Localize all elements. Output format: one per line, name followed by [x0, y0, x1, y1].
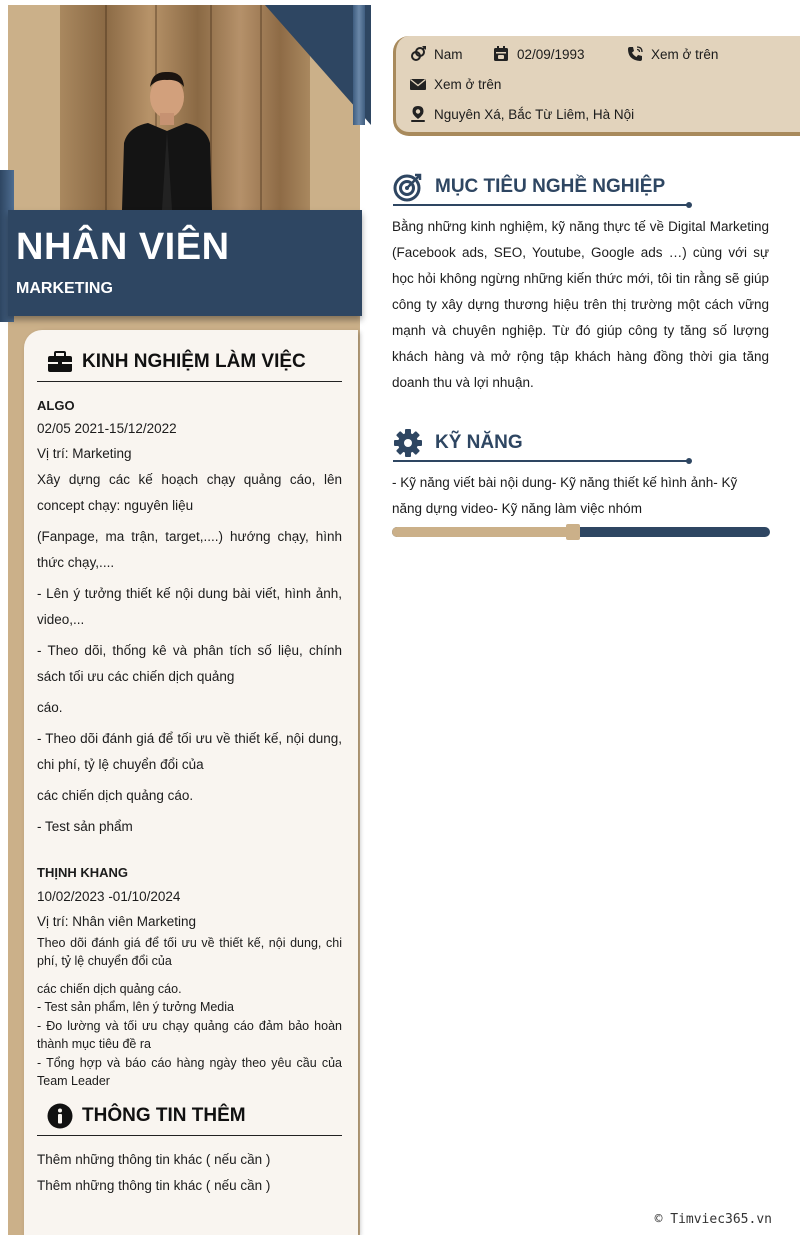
job-2-line: Theo dõi đánh giá để tối ưu về thiết kế, nội dung, chi phí, tỷ lệ chuyển đổi của	[37, 936, 342, 968]
additional-line: Thêm những thông tin khác ( nếu cần )	[37, 1152, 271, 1167]
calendar-icon	[493, 46, 509, 62]
job-1-period: 02/05 2021-15/12/2022	[37, 421, 177, 436]
location-pin-icon	[410, 106, 426, 122]
additional-title: THÔNG TIN THÊM	[82, 1104, 246, 1126]
briefcase-icon	[46, 348, 74, 376]
job-2-company: THỊNH KHANG	[37, 865, 128, 880]
info-icon	[46, 1102, 74, 1130]
job-2-period: 10/02/2023 -01/10/2024	[37, 889, 181, 904]
job-1-position: Vị trí: Marketing	[37, 446, 132, 461]
job-1-line: Xây dựng các kế hoạch chạy quảng cáo, lên concept chạy: nguyên liệu	[37, 472, 342, 513]
experience-section-header	[37, 342, 342, 382]
birthday-value: 02/09/1993	[517, 46, 585, 62]
gear-icon	[393, 428, 423, 458]
envelope-icon	[410, 76, 426, 92]
target-icon	[393, 172, 423, 202]
job-1-line: - Theo dõi đánh giá để tối ưu về thiết kế, nội dung, chi phí, tỷ lệ chuyển đổi của	[37, 731, 342, 772]
address-item	[410, 106, 634, 122]
job-1-line: - Test sản phẩm	[37, 819, 133, 834]
phone-icon	[627, 46, 643, 62]
job-2-line: - Đo lường và tối ưu chạy quảng cáo đảm bảo hoàn thành mục tiêu đề ra	[37, 1019, 342, 1051]
objective-section-header	[393, 172, 665, 202]
name-banner	[8, 210, 362, 316]
gender-icon	[410, 46, 426, 62]
objective-divider	[393, 204, 689, 206]
gender-item	[410, 46, 463, 62]
phone-value: Xem ở trên	[651, 46, 719, 62]
skills-section-header	[393, 428, 523, 458]
skills-text: - Kỹ năng viết bài nội dung- Kỹ năng thiết kế hình ảnh- Kỹ năng dựng video- Kỹ năng làm việc nhóm	[392, 475, 738, 516]
phone-item	[627, 46, 718, 62]
skill-level-knob	[566, 524, 580, 540]
job-1-line: (Fanpage, ma trận, target,....) hướng chạy, hình thức chạy,....	[37, 529, 342, 570]
skills-title: KỸ NĂNG	[435, 432, 523, 453]
job-2-position: Vị trí: Nhân viên Marketing	[37, 914, 197, 929]
job-2-line: các chiến dịch quảng cáo.	[37, 982, 182, 996]
address-value: Nguyên Xá, Bắc Từ Liêm, Hà Nội	[434, 106, 635, 122]
additional-line: Thêm những thông tin khác ( nếu cần )	[37, 1178, 271, 1193]
birthday-item	[493, 46, 585, 62]
footer-credit: © Timviec365.vn	[654, 1212, 772, 1227]
skills-divider	[393, 460, 689, 462]
job-1-line: - Theo dõi, thống kê và phân tích số liệu, chính sách tối ưu các chiến dịch quảng	[37, 643, 342, 684]
experience-title: KINH NGHIỆM LÀM VIỆC	[82, 350, 306, 372]
job-1-company: ALGO	[37, 398, 75, 413]
skill-level-bar	[392, 527, 770, 537]
objective-text: Bằng những kinh nghiệm, kỹ năng thực tế về Digital Marketing (Facebook ads, SEO, Youtube, Google ads …) cùng với sự học hỏi không ngừng những kiến thức mới, tôi tin rằng sẽ giúp công ty xây dựng thương hiệu trên thị trường một cách vững mạnh và chuyên nghiệp. Từ đó giúp công ty tăng số lượng khách hàng và mở rộng tập khách hàng đồng thời gia tăng doanh thu và lợi nhuận.	[392, 219, 769, 390]
candidate-name: NHÂN VIÊN	[16, 226, 230, 268]
left-content-card	[24, 330, 358, 1235]
decorative-corner-top-right	[265, 5, 371, 125]
job-1-line: các chiến dịch quảng cáo.	[37, 788, 194, 803]
email-value: Xem ở trên	[434, 76, 502, 92]
job-1-line: cáo.	[37, 700, 63, 715]
objective-title: MỤC TIÊU NGHỀ NGHIỆP	[435, 176, 666, 197]
job-2-line: - Tổng hợp và báo cáo hàng ngày theo yêu cầu của Team Leader	[37, 1056, 342, 1088]
gender-value: Nam	[434, 46, 463, 62]
additional-section-header	[37, 1096, 342, 1136]
job-2-line: - Test sản phẩm, lên ý tưởng Media	[37, 1000, 234, 1014]
person-silhouette	[122, 65, 212, 210]
skill-level-fill	[392, 527, 573, 537]
email-item	[410, 76, 501, 92]
candidate-role: MARKETING	[16, 280, 113, 297]
job-1-line: - Lên ý tưởng thiết kế nội dung bài viết, hình ảnh, video,...	[37, 586, 342, 627]
